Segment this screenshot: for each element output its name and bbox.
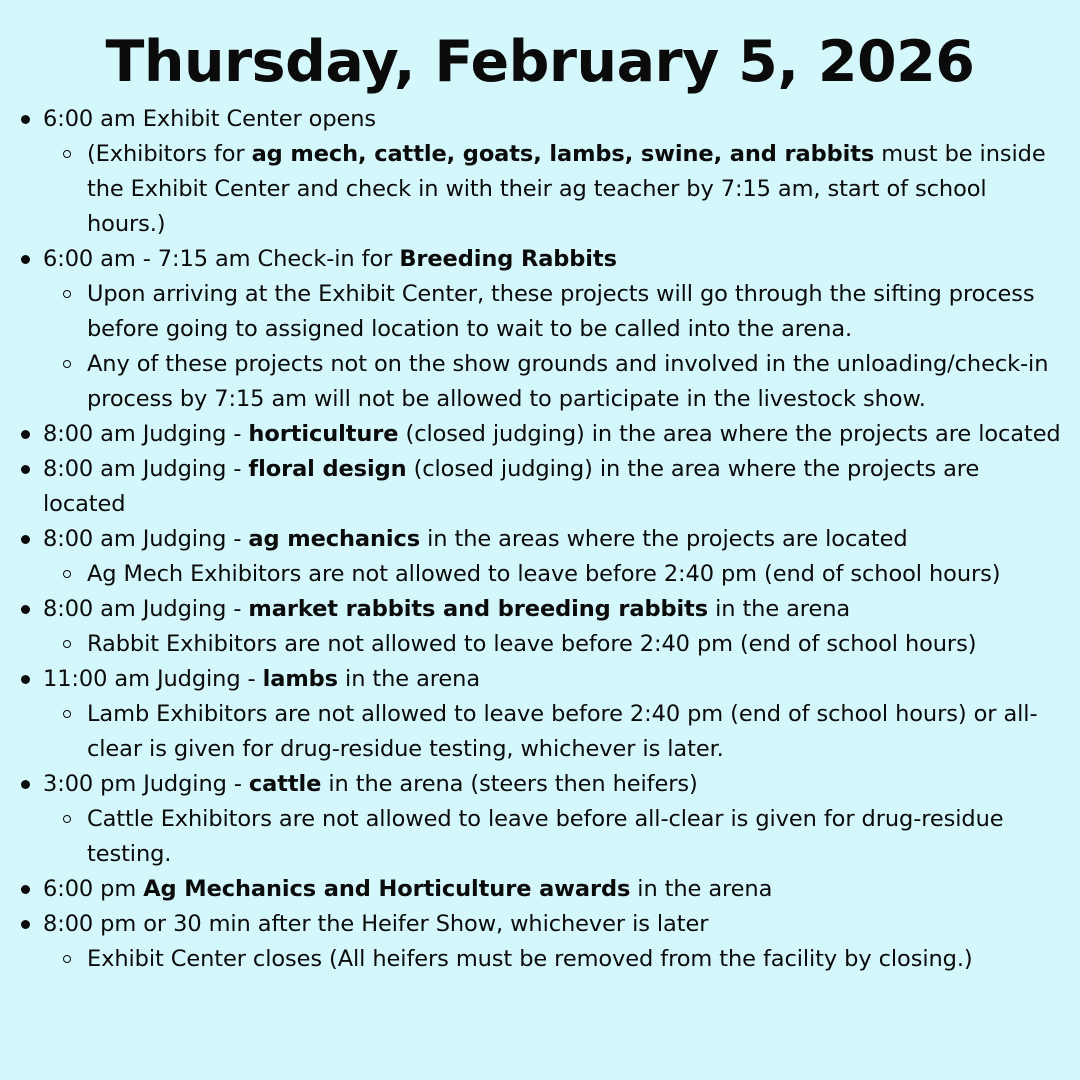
item-text: 8:00 pm or 30 min after the Heifer Show, whichever is later bbox=[43, 911, 709, 937]
schedule-item bbox=[18, 452, 1062, 522]
item-bold-text: Ag Mechanics and Horticulture awards bbox=[143, 876, 631, 902]
schedule-subitem bbox=[87, 137, 1062, 242]
schedule-item bbox=[18, 662, 1062, 767]
item-bold-text: ag mechanics bbox=[248, 526, 421, 552]
subitem-bold-text: ag mech, cattle, goats, lambs, swine, and rabbits bbox=[251, 141, 875, 167]
subitem-text: Exhibit Center closes (All heifers must be removed from the facility by closing.) bbox=[87, 946, 973, 972]
schedule-item bbox=[18, 872, 1062, 907]
subitem-text: Lamb Exhibitors are not allowed to leave before 2:40 pm (end of school hours) or all-clear is given for drug-residue testing, whichever is later. bbox=[87, 701, 1038, 762]
item-text-after: in the arena bbox=[337, 666, 481, 692]
subitem-text: Ag Mech Exhibitors are not allowed to leave before 2:40 pm (end of school hours) bbox=[87, 561, 1001, 587]
schedule-subitem bbox=[87, 627, 1062, 662]
item-text: 6:00 pm bbox=[43, 876, 144, 902]
subitem-text: Any of these projects not on the show grounds and involved in the unloading/check-in process by 7:15 am will not be allowed to participate in the livestock show. bbox=[87, 351, 1049, 412]
schedule-subitem bbox=[87, 347, 1062, 417]
item-text: 6:00 am - 7:15 am Check-in for bbox=[43, 246, 400, 272]
subitem-text-after: must be inside the Exhibit Center and check in with their ag teacher by 7:15 am, start of school hours.) bbox=[87, 141, 1046, 237]
schedule-subitem bbox=[87, 942, 1062, 977]
schedule-list bbox=[18, 102, 1062, 977]
subitem-text: Rabbit Exhibitors are not allowed to leave before 2:40 pm (end of school hours) bbox=[87, 631, 977, 657]
item-text: 3:00 pm Judging - bbox=[43, 771, 249, 797]
schedule-item bbox=[18, 767, 1062, 872]
schedule-item bbox=[18, 907, 1062, 977]
item-bold-text: horticulture bbox=[248, 421, 399, 447]
schedule-subitems bbox=[43, 942, 1062, 977]
schedule-subitem bbox=[87, 277, 1062, 347]
item-bold-text: cattle bbox=[248, 771, 322, 797]
item-text-after: (closed judging) in the area where the projects are located bbox=[398, 421, 1061, 447]
schedule-item bbox=[18, 102, 1062, 242]
item-text: 8:00 am Judging - bbox=[43, 526, 249, 552]
item-text: 11:00 am Judging - bbox=[43, 666, 263, 692]
schedule-item bbox=[18, 417, 1062, 452]
schedule-subitem bbox=[87, 557, 1062, 592]
schedule-subitem bbox=[87, 697, 1062, 767]
item-text-after: (closed judging) in the area where the projects are located bbox=[43, 456, 980, 517]
item-text: 6:00 am Exhibit Center opens bbox=[43, 106, 377, 132]
schedule-subitems bbox=[43, 557, 1062, 592]
schedule-subitems bbox=[43, 697, 1062, 767]
item-bold-text: market rabbits and breeding rabbits bbox=[248, 596, 709, 622]
schedule-subitem bbox=[87, 802, 1062, 872]
schedule-subitems bbox=[43, 137, 1062, 242]
item-bold-text: lambs bbox=[262, 666, 338, 692]
schedule-item bbox=[18, 522, 1062, 592]
item-text-after: in the arena (steers then heifers) bbox=[321, 771, 698, 797]
item-bold-text: floral design bbox=[248, 456, 407, 482]
schedule-subitems bbox=[43, 802, 1062, 872]
subitem-text: Upon arriving at the Exhibit Center, these projects will go through the sifting process before going to assigned location to wait to be called into the arena. bbox=[87, 281, 1035, 342]
subitem-text: Cattle Exhibitors are not allowed to leave before all-clear is given for drug-residue testing. bbox=[87, 806, 1004, 867]
subitem-text: (Exhibitors for bbox=[87, 141, 252, 167]
item-text-after: in the arena bbox=[630, 876, 773, 902]
item-text-after: in the areas where the projects are located bbox=[420, 526, 908, 552]
schedule-subitems bbox=[43, 627, 1062, 662]
item-text: 8:00 am Judging - bbox=[43, 421, 249, 447]
schedule-item bbox=[18, 592, 1062, 662]
schedule-item bbox=[18, 242, 1062, 417]
schedule-subitems bbox=[43, 277, 1062, 417]
item-text-after: in the arena bbox=[708, 596, 851, 622]
item-bold-text: Breeding Rabbits bbox=[399, 246, 617, 272]
item-text: 8:00 am Judging - bbox=[43, 456, 249, 482]
page-title: Thursday, February 5, 2026 bbox=[105, 29, 975, 95]
item-text: 8:00 am Judging - bbox=[43, 596, 249, 622]
